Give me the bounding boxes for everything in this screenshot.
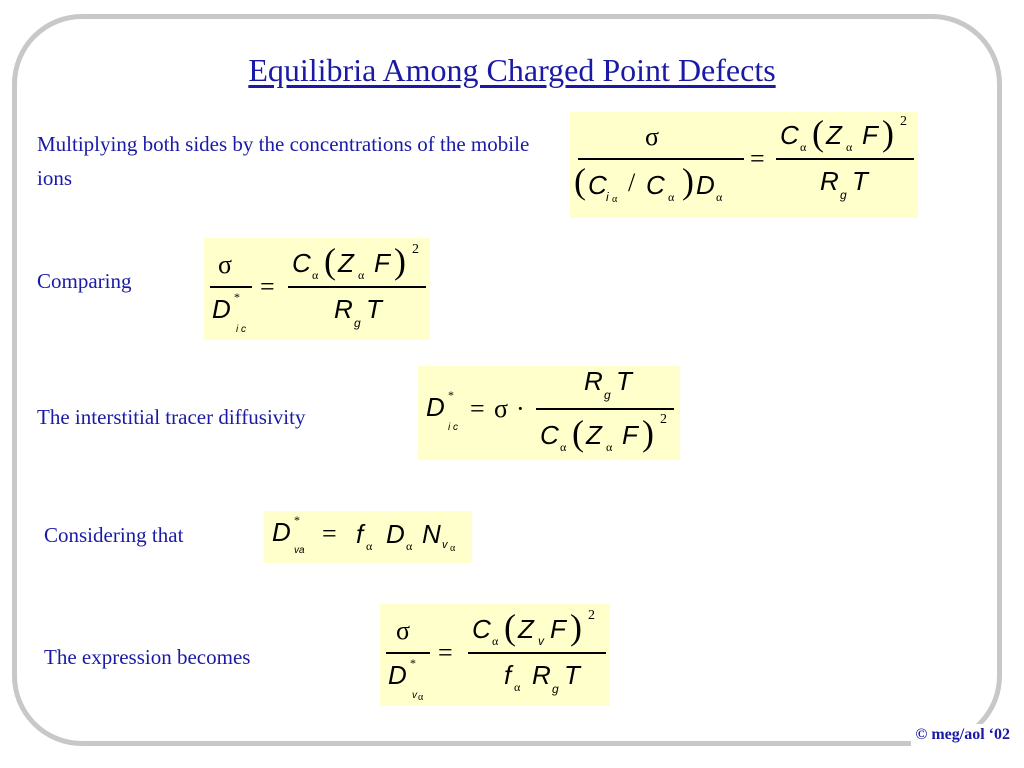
eq2-D: D	[212, 294, 231, 324]
eq4-equals: =	[322, 519, 337, 548]
eq2-fraction-bar-left	[210, 286, 252, 288]
eq5-T: T	[564, 660, 580, 690]
eq3-Z: Z	[586, 420, 602, 450]
eq5-sub-g: g	[552, 682, 559, 696]
eq3-square: 2	[660, 412, 667, 427]
eq2-lparen: (	[324, 241, 336, 281]
label-multiplying: Multiplying both sides by the concentrations of the mobile ions	[37, 132, 530, 190]
eq2-Z: Z	[338, 248, 354, 278]
eq3-T: T	[616, 366, 632, 396]
eq5-rparen: )	[570, 607, 582, 647]
eq2-star: *	[234, 290, 240, 304]
eq5-sub-v: v	[412, 690, 417, 701]
eq4-N: N	[422, 519, 441, 549]
eq4-sub-va: va	[294, 545, 305, 556]
equation-4	[264, 511, 472, 563]
eq1-sub-alpha-5: α	[846, 140, 853, 154]
eq1-C1: C	[588, 170, 607, 200]
label-interstitial: The interstitial tracer diffusivity	[37, 405, 306, 429]
eq1-sub-i: i	[606, 190, 609, 204]
eq1-T: T	[852, 166, 868, 196]
eq1-rparen-2: )	[882, 113, 894, 153]
eq2-sub-ic: i c	[236, 324, 246, 335]
eq3-dot: ·	[516, 394, 525, 423]
label-considering: Considering that	[44, 523, 184, 547]
eq3-D: D	[426, 392, 445, 422]
eq4-f: f	[356, 519, 364, 549]
eq1-lparen-2: (	[812, 113, 824, 153]
eq5-fraction-bar-right	[468, 652, 606, 654]
eq1-lparen: (	[574, 161, 586, 201]
eq4-sub-alpha-3: α	[450, 543, 456, 554]
eq5-equals: =	[438, 638, 453, 667]
eq2-rparen: )	[394, 241, 406, 281]
eq1-equals: =	[750, 144, 765, 173]
eq4-sub-v: v	[442, 539, 448, 551]
eq1-sigma: σ	[645, 122, 660, 151]
eq5-star: *	[410, 656, 416, 670]
eq4-D: D	[272, 517, 291, 547]
eq5-lparen: (	[504, 607, 516, 647]
eq3-lparen: (	[572, 413, 584, 453]
eq3-fraction-bar	[536, 408, 674, 410]
eq2-sub-alpha-2: α	[358, 268, 365, 282]
eq3-sub-g: g	[604, 388, 611, 402]
eq1-square: 2	[900, 114, 907, 129]
eq3-sub-alpha-2: α	[606, 440, 613, 454]
equation-5	[380, 604, 610, 706]
eq5-D: D	[388, 660, 407, 690]
eq3-C: C	[540, 420, 559, 450]
eq5-F: F	[550, 614, 566, 644]
eq1-sub-g: g	[840, 188, 847, 202]
eq2-fraction-bar-right	[288, 286, 426, 288]
eq4-sub-alpha-2: α	[406, 539, 413, 553]
label-expression: The expression becomes	[44, 645, 251, 669]
eq1-fraction-bar-left	[578, 158, 744, 160]
eq1-fraction-bar-right	[776, 158, 914, 160]
eq3-sub-alpha-1: α	[560, 440, 567, 454]
eq3-F: F	[622, 420, 638, 450]
eq2-sigma: σ	[218, 250, 233, 279]
label-comparing: Comparing	[37, 269, 132, 293]
eq2-C: C	[292, 248, 311, 278]
eq5-R: R	[532, 660, 551, 690]
eq2-R: R	[334, 294, 353, 324]
eq5-fraction-bar-left	[386, 652, 430, 654]
eq5-square: 2	[588, 608, 595, 623]
eq1-R: R	[820, 166, 839, 196]
eq3-sub-ic: i c	[448, 422, 458, 433]
eq2-F: F	[374, 248, 390, 278]
eq1-sub-alpha-2: α	[668, 190, 675, 204]
eq1-Z: Z	[826, 120, 842, 150]
eq3-star: *	[448, 388, 454, 402]
eq5-C: C	[472, 614, 491, 644]
eq3-equals: =	[470, 394, 485, 423]
eq3-rparen: )	[642, 413, 654, 453]
eq1-sub-alpha-3: α	[716, 190, 723, 204]
eq5-sub-v2: v	[538, 634, 544, 648]
eq1-C3: C	[780, 120, 799, 150]
eq1-rparen: )	[682, 161, 694, 201]
slide-title: Equilibria Among Charged Point Defects	[248, 52, 776, 88]
eq2-T: T	[366, 294, 382, 324]
copyright-footer: © meg/aol ‘02	[911, 724, 1014, 746]
eq1-sub-alpha-4: α	[800, 140, 807, 154]
eq5-Z: Z	[518, 614, 534, 644]
eq3-sigma: σ	[494, 394, 509, 423]
eq5-f: f	[504, 660, 512, 690]
eq4-sub-alpha-1: α	[366, 539, 373, 553]
eq1-C2: C	[646, 170, 665, 200]
eq1-D: D	[696, 170, 715, 200]
equation-2	[204, 238, 430, 340]
eq5-sub-alpha-3: α	[514, 680, 521, 694]
eq4-star: *	[294, 513, 300, 527]
eq5-sub-alpha-2: α	[492, 634, 499, 648]
eq2-equals: =	[260, 272, 275, 301]
eq5-sub-alpha-1: α	[418, 692, 424, 703]
eq5-sigma: σ	[396, 616, 411, 645]
eq2-sub-alpha-1: α	[312, 268, 319, 282]
equation-1	[570, 112, 918, 218]
eq1-F: F	[862, 120, 878, 150]
equation-3	[418, 366, 680, 460]
eq2-sub-g: g	[354, 316, 361, 330]
eq1-slash: /	[628, 168, 636, 197]
eq4-D2: D	[386, 519, 405, 549]
eq3-R: R	[584, 366, 603, 396]
eq2-square: 2	[412, 242, 419, 257]
eq1-sub-alpha-1: α	[612, 194, 618, 205]
